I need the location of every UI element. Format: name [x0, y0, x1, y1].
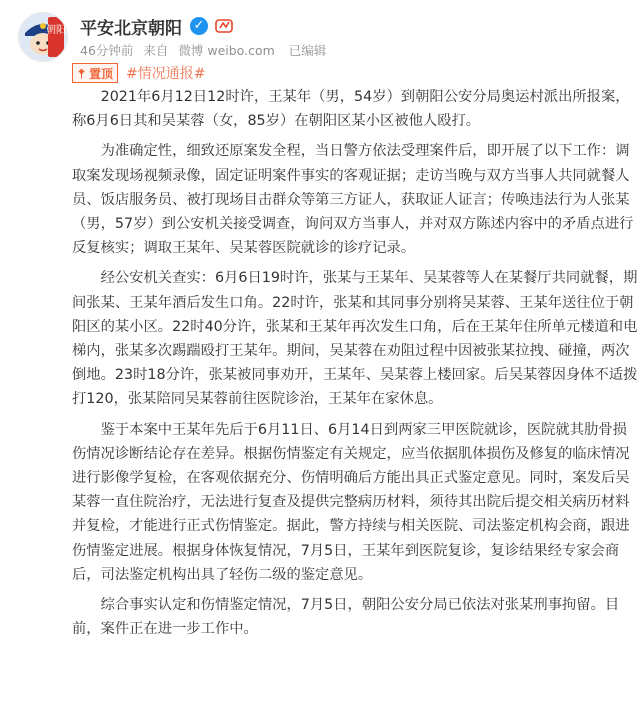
paragraph: 2021年6月12日12时许，王某年（男，54岁）到朝阳公安分局奥运村派出所报案，称6月6日其和吴某蓉（女，85岁）在朝阳区某小区被他人殴打。: [72, 89, 630, 130]
paragraph: 为准确定性，细致还原案发全程，当日警方依法受理案件后，即开展了以下工作：调取案发现场视频录像，固定证明案件事实的客观证据；走访当晚与双方当事人共同就餐人员、饭店服务员、被打现场目击群众等第三方证人，获取证人证言；传唤违法行为人张某（男，57岁）到公安机关接受调查，询问双方当事人，并对双方陈述内容中的矛盾点进行反复核实；调取王某年、吴某蓉医院就诊的诊疗记录。: [72, 143, 634, 257]
post-content: [72, 85, 638, 647]
paragraph: 综合事实认定和伤情鉴定情况，7月5日，朝阳公安分局已依法对张某刑事拘留。目前，案件正在进一步工作中。: [72, 597, 620, 638]
post-header: [18, 12, 326, 62]
post-meta: [80, 14, 326, 60]
member-level-icon[interactable]: [214, 17, 234, 35]
topic-hashtag-link[interactable]: #情况通报#: [126, 66, 206, 82]
post-source[interactable]: 微博 weibo.com: [178, 43, 275, 58]
pin-icon: [76, 68, 87, 79]
post-subinfo: [80, 42, 326, 60]
avatar-text: 朝阳: [46, 25, 66, 36]
paragraph: 经公安机关查实：6月6日19时许，张某与王某年、吴某蓉等人在某餐厅共同就餐，期间张某、王某年酒后发生口角。22时许，张某和其同事分别将吴某蓉、王某年送往位于朝阳区的某小区。22时40分许，张某和王某年再次发生口角，后在王某年住所单元楼道和电梯内，张某多次踢踹殴打王某年。期间，吴某蓉在劝阻过程中因被张某拉拽、碰撞，两次倒地。23时18分许，张某被同事劝开，王某年、吴某蓉上楼回家。后吴某蓉因身体不适拨打120，张某陪同吴某蓉前往医院诊治，王某年在家休息。: [72, 270, 638, 408]
pinned-label: 置顶: [89, 66, 114, 81]
avatar[interactable]: [18, 12, 68, 62]
edited-label[interactable]: 已编辑: [288, 43, 327, 58]
police-mascot-icon: [19, 13, 67, 61]
name-row: [80, 14, 326, 38]
author-name[interactable]: 平安北京朝阳: [80, 18, 182, 39]
pinned-badge: [72, 63, 118, 83]
post-time[interactable]: 46分钟前: [80, 43, 134, 58]
paragraph: 鉴于本案中王某年先后于6月11日、6月14日到两家三甲医院就诊，医院就其肋骨损伤情况诊断结论存在差异。根据伤情鉴定有关规定，应当依据肌体损伤及修复的临床情况进行影像学复检，在客观依据充分、伤情明确后方能出具正式鉴定意见。同时，案发后吴某蓉一直住院治疗，无法进行复查及提供完整病历材料，须待其出院后提交相关病历材料并复检，才能进行正式伤情鉴定。据此，警方持续与相关医院、司法鉴定机构会商，跟进伤情鉴定进展。根据身体恢复情况，7月5日，王某年到医院复诊，复诊结果经专家会商后，司法鉴定机构出具了轻伤二级的鉴定意见。: [72, 421, 630, 583]
source-prefix: 来自: [143, 43, 169, 58]
verified-badge-icon: ✓: [190, 17, 208, 35]
tag-row: [72, 63, 205, 83]
